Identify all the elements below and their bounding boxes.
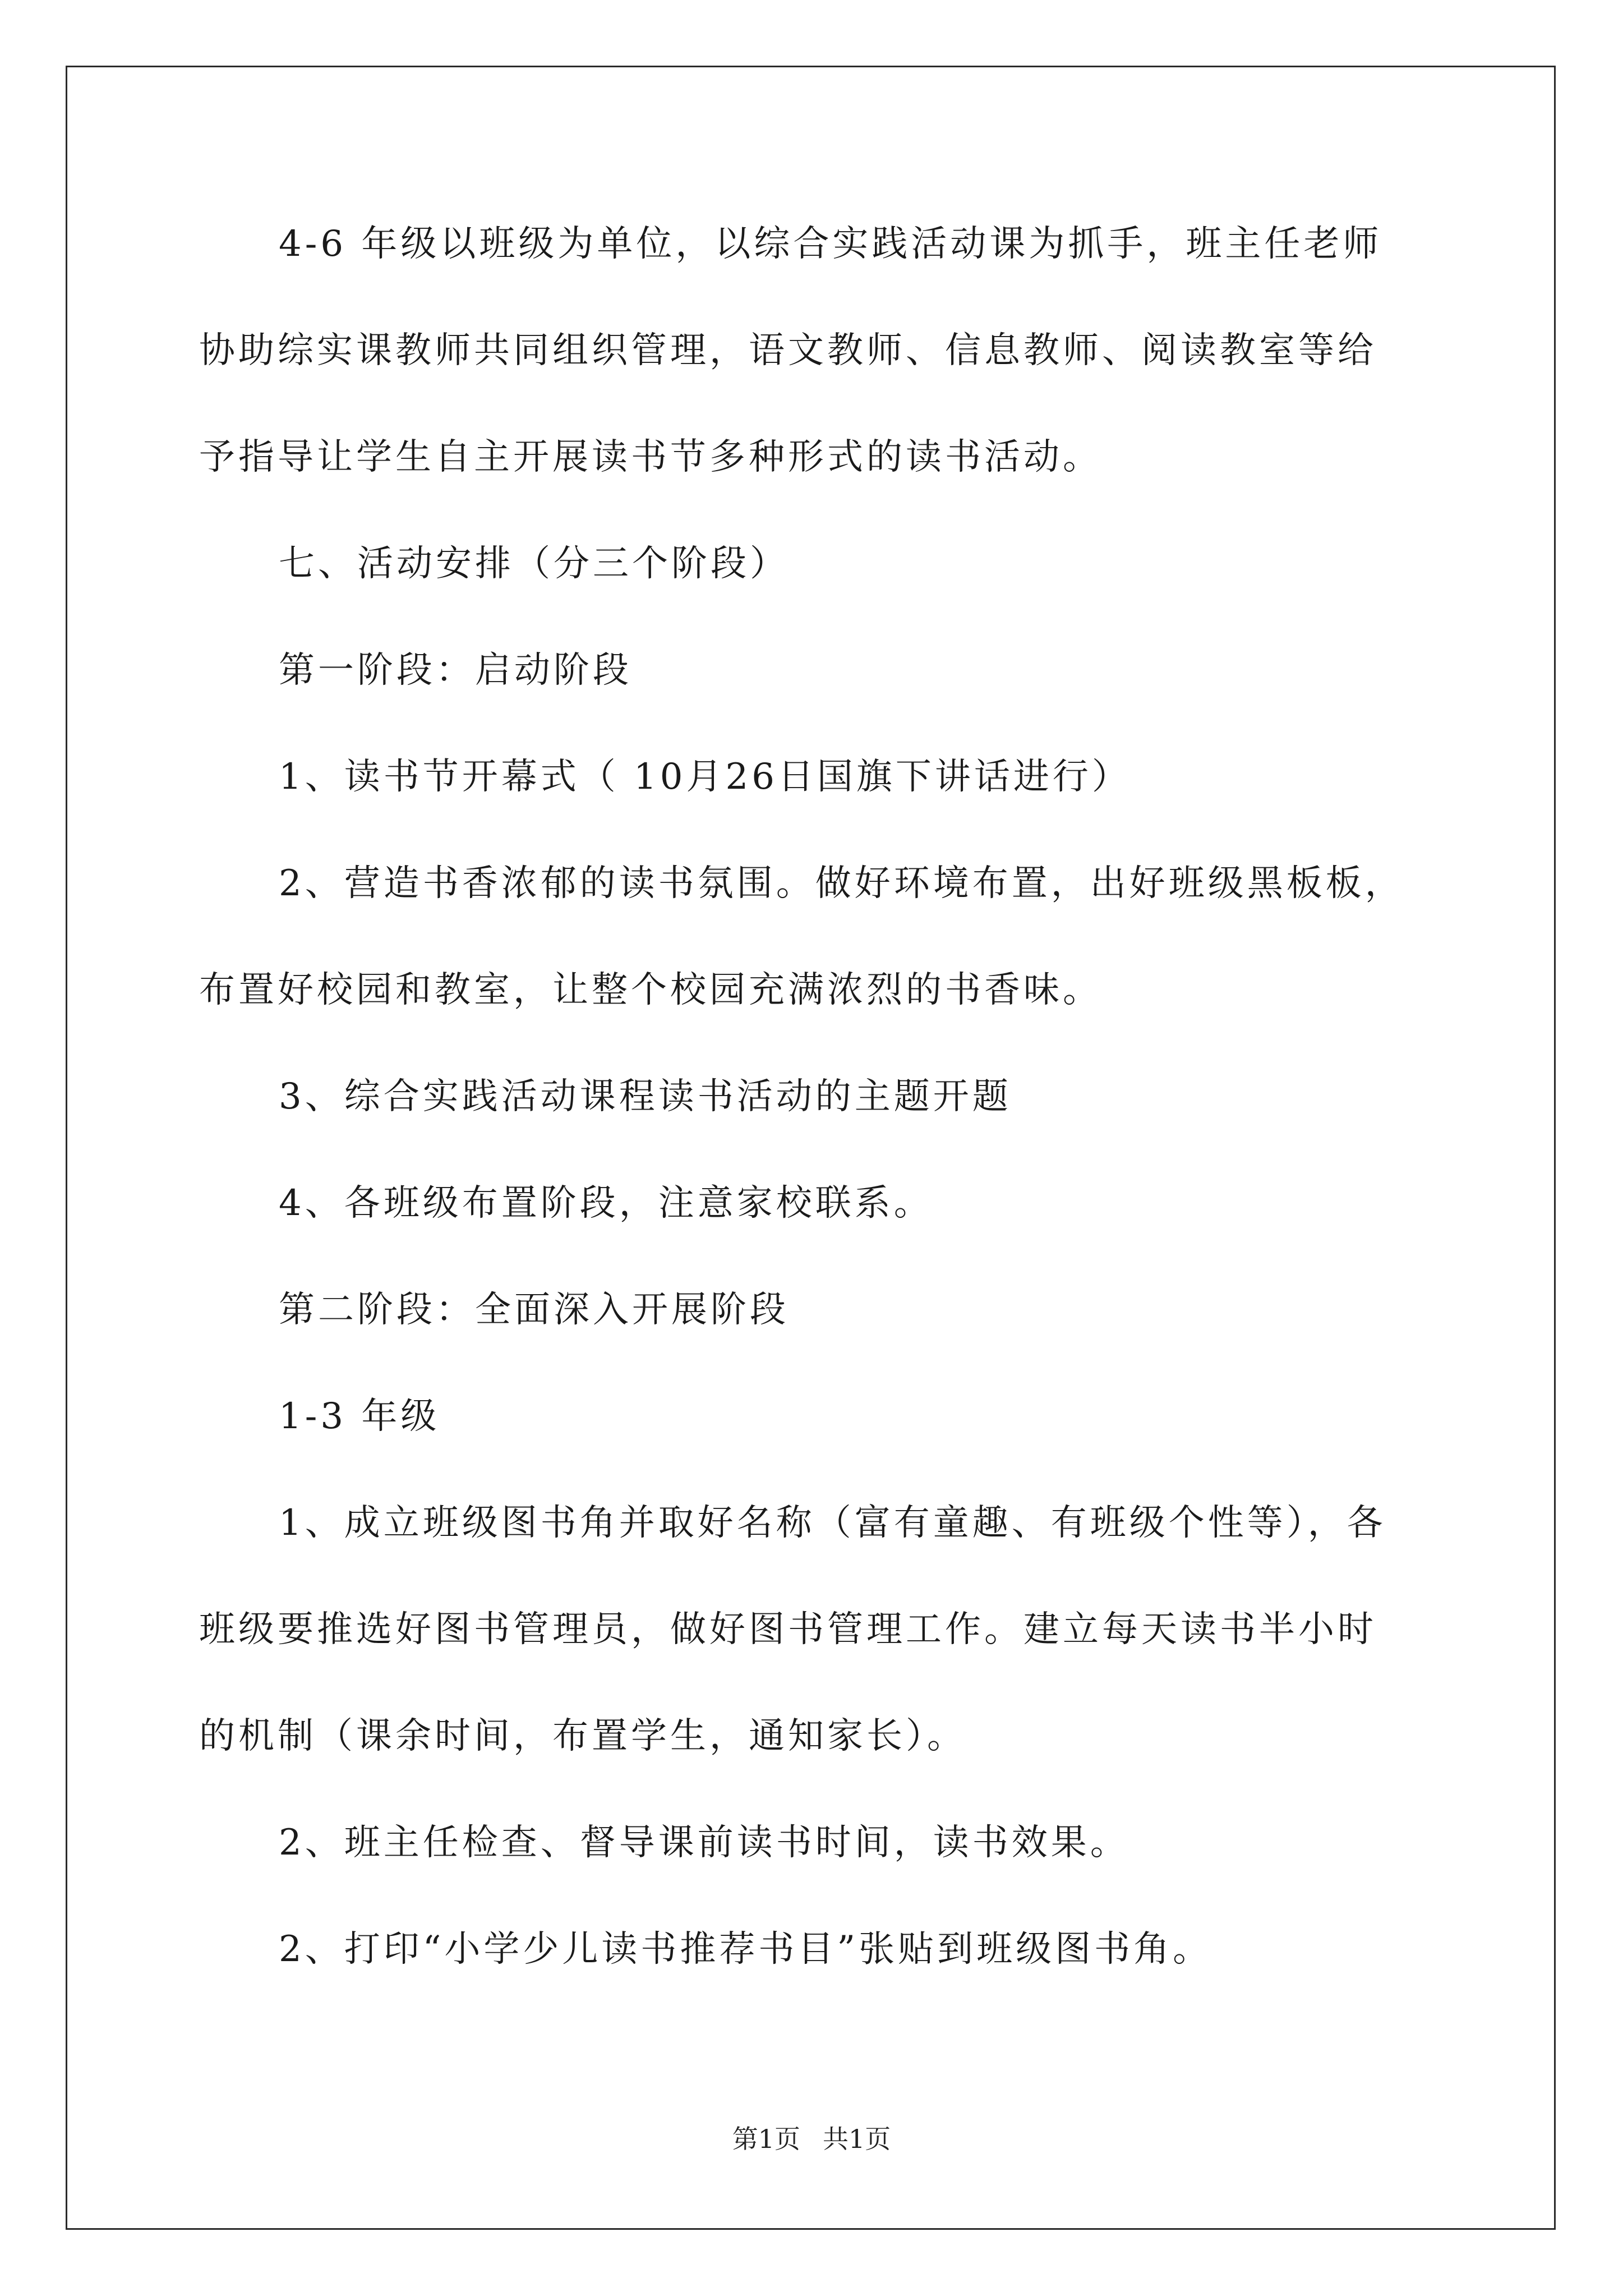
list-item: 4、各班级布置阶段，注意家校联系。 bbox=[279, 1182, 933, 1224]
page-frame bbox=[66, 66, 1556, 2230]
page-footer bbox=[0, 2123, 1623, 2155]
section-heading: 七、活动安排（分三个阶段） bbox=[279, 543, 789, 585]
paragraph-line: 4-6 年级以班级为单位，以综合实践活动课为抓手，班主任老师 bbox=[279, 223, 1382, 265]
list-item: 1、成立班级图书角并取好名称（富有童趣、有班级个性等），各 bbox=[279, 1502, 1386, 1544]
paragraph-line: 协助综实课教师共同组织管理，语文教师、信息教师、阅读教室等给 bbox=[199, 330, 1377, 371]
page-total: 共1页 bbox=[823, 2124, 891, 2154]
stage-heading: 第一阶段：启动阶段 bbox=[279, 650, 632, 691]
stage-heading: 第二阶段：全面深入开展阶段 bbox=[279, 1289, 789, 1331]
list-item-continuation: 的机制（课余时间，布置学生，通知家长）。 bbox=[199, 1715, 966, 1757]
list-item: 2、营造书香浓郁的读书氛围。做好环境布置，出好班级黑板板， bbox=[279, 863, 1404, 904]
list-item: 1、读书节开幕式（ 10月26日国旗下讲话进行） bbox=[279, 756, 1131, 798]
list-item: 2、班主任检查、督导课前读书时间，读书效果。 bbox=[279, 1822, 1129, 1864]
paragraph-line: 予指导让学生自主开展读书节多种形式的读书活动。 bbox=[199, 436, 1102, 478]
list-item-continuation: 布置好校园和教室，让整个校园充满浓烈的书香味。 bbox=[199, 969, 1102, 1011]
grade-heading: 1-3 年级 bbox=[279, 1396, 440, 1437]
list-item: 2、打印“小学少儿读书推荐书目”张贴到班级图书角。 bbox=[279, 1929, 1212, 1970]
list-item: 3、综合实践活动课程读书活动的主题开题 bbox=[279, 1076, 1012, 1117]
page-number: 第1页 bbox=[732, 2124, 800, 2154]
list-item-continuation: 班级要推选好图书管理员，做好图书管理工作。建立每天读书半小时 bbox=[199, 1609, 1377, 1650]
